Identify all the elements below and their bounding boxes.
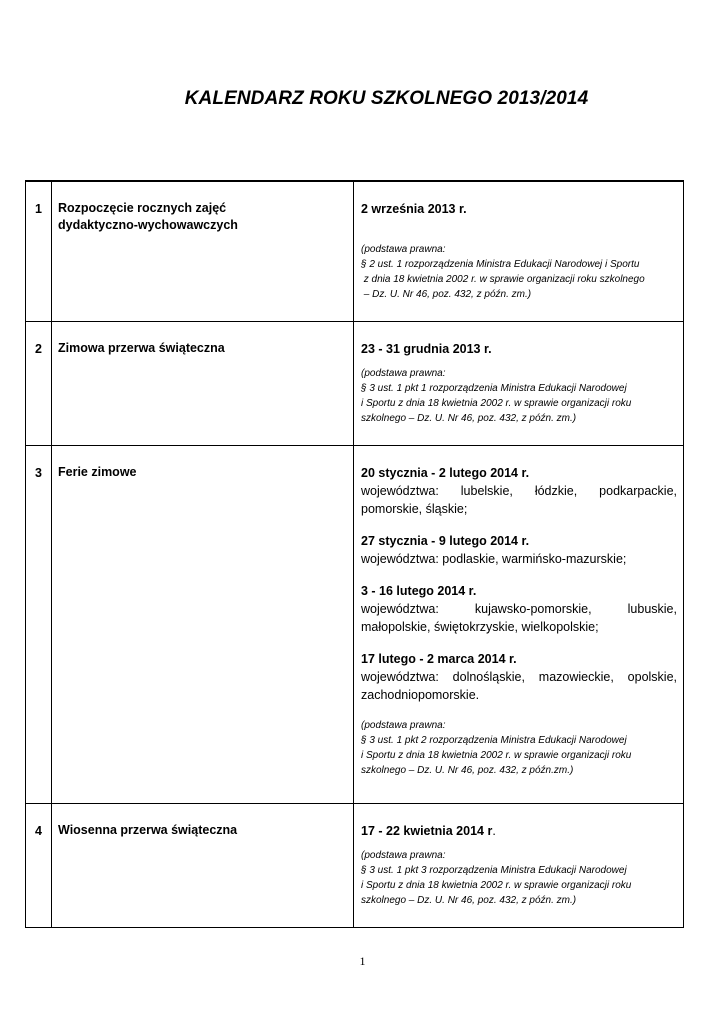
legal-basis: (podstawa prawna: § 3 ust. 1 pkt 1 rozporządzenia Ministra Edukacji Narodowej i Sportu z dnia 18 kwietnia 2002 r. w sprawie organizacji roku szkolnego – Dz. U. Nr 46, poz. 432, z późn. zm.)	[361, 367, 632, 424]
row-number: 2	[26, 321, 52, 445]
event-date: 2 września 2013 r.	[361, 202, 467, 216]
event-date: 3 - 16 lutego 2014 r.	[361, 583, 477, 598]
event-name: Zimowa przerwa świąteczna	[52, 321, 354, 445]
legal-basis: (podstawa prawna: § 3 ust. 1 pkt 3 rozporządzenia Ministra Edukacji Narodowej i Sportu z dnia 18 kwietnia 2002 r. w sprawie organizacji roku szkolnego – Dz. U. Nr 46, poz. 432, z późn. zm.)	[361, 849, 632, 906]
event-name: Wiosenna przerwa świąteczna	[52, 803, 354, 927]
event-date: 20 stycznia - 2 lutego 2014 r.	[361, 465, 530, 480]
event-date: 27 stycznia - 9 lutego 2014 r.	[361, 533, 530, 548]
table-row	[26, 321, 684, 445]
region-list: województwa: podlaskie, warmińsko-mazurskie;	[361, 551, 627, 566]
event-date: 23 - 31 grudnia 2013 r.	[361, 341, 492, 356]
page-title: KALENDARZ ROKU SZKOLNEGO 2013/2014	[184, 88, 589, 109]
event-details	[354, 445, 684, 803]
region-list: województwa: lubelskie, łódzkie, podkarpackie, pomorskie, śląskie;	[361, 483, 677, 516]
calendar-table	[25, 180, 684, 928]
row-number: 3	[26, 445, 52, 803]
legal-basis: (podstawa prawna: § 2 ust. 1 rozporządzenia Ministra Edukacji Narodowej i Sportu z dnia 18 kwietnia 2002 r. w sprawie organizacji roku szkolnego – Dz. U. Nr 46, poz. 432, z późn. zm.)	[361, 244, 645, 300]
event-details	[354, 803, 684, 927]
event-name: Ferie zimowe	[52, 445, 354, 803]
event-details	[354, 181, 684, 321]
event-details	[354, 321, 684, 445]
row-number: 1	[26, 181, 52, 321]
event-name: Rozpoczęcie rocznych zajęć dydaktyczno-wychowawczych	[52, 181, 354, 321]
page-number: 1	[359, 954, 366, 968]
legal-basis: (podstawa prawna: § 3 ust. 1 pkt 2 rozporządzenia Ministra Edukacji Narodowej i Sportu z dnia 18 kwietnia 2002 r. w sprawie organizacji roku szkolnego – Dz. U. Nr 46, poz. 432, z późn.zm.)	[361, 719, 632, 776]
table-row	[26, 181, 684, 321]
region-list: województwa: kujawsko-pomorskie, lubuskie, małopolskie, świętokrzyskie, wielkopolskie;	[361, 601, 677, 634]
table-row	[26, 445, 684, 803]
event-date: 17 - 22 kwietnia 2014 r.	[361, 823, 496, 838]
event-date: 17 lutego - 2 marca 2014 r.	[361, 651, 517, 666]
region-list: województwa: dolnośląskie, mazowieckie, opolskie, zachodniopomorskie.	[361, 669, 677, 702]
row-number: 4	[26, 803, 52, 927]
table-row	[26, 803, 684, 927]
